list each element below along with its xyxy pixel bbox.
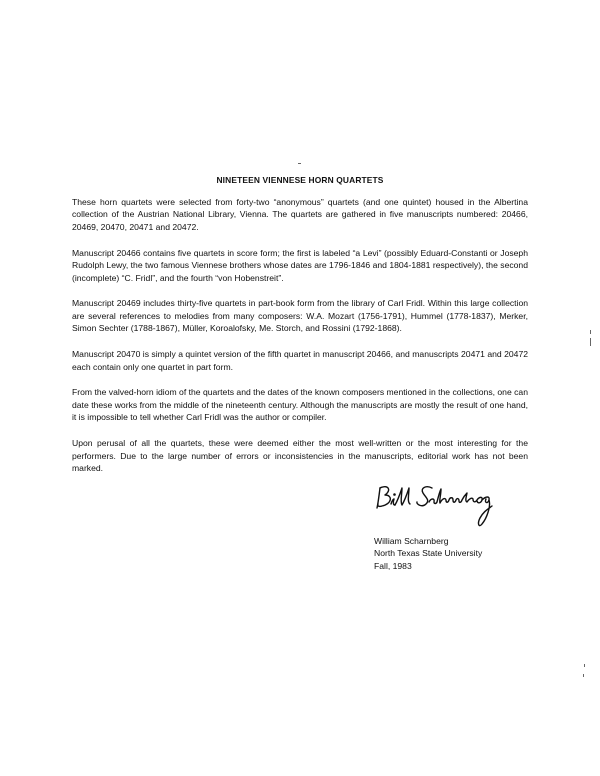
scan-speck [584,664,585,667]
paragraph-manuscript-20470: Manuscript 20470 is simply a quintet version of the fifth quartet in manuscript 20466, and manuscripts 20471 and 20472 each contain only one quartet in part form. [72,349,528,372]
document-title: NINETEEN VIENNESE HORN QUARTETS [216,175,384,185]
handwritten-signature [374,478,504,530]
paragraph-editorial-note: Upon perusal of all the quartets, these were deemed either the most well-written or the most interesting for the performers. Due to the large number of errors or inconsistencies in the manuscripts, editorial work has not been marked. [72,438,528,473]
paragraph-manuscript-20469: Manuscript 20469 includes thirty-five quartets in part-book form from the library of Carl Fridl. Within this large collection are several references to melodies from many composers: W.A. Mozart (1756-1791), Hummel (1778-1837), Merker, Simon Sechter (1788-1867), Müller, Koroalofsky, Me. Storch, and Rossini (1792-1868). [72,298,528,334]
signature-date: Fall, 1983 [374,560,412,571]
paragraph-intro: These horn quartets were selected from forty-two “anonymous” quartets (and one quintet) housed in the Albertina collection of the Austrian National Library, Vienna. The quartets are gathered in five manuscripts numbered: 20466, 20469, 20470, 20471 and 20472. [72,197,528,232]
signature-block [374,535,574,572]
signer-affiliation: North Texas State University [374,548,483,559]
scan-speck [590,338,591,346]
signer-name: William Scharnberg [374,536,449,546]
paragraph-dating: From the valved-horn idiom of the quartets and the dates of the known composers mentioned in the collections, one can date these works from the middle of the nineteenth century. Although the manuscripts are mostly the result of one hand, it is impossible to tell whether Carl Fridl was the author or compiler. [72,387,528,423]
scan-speck [298,163,301,164]
paragraph-manuscript-20466: Manuscript 20466 contains five quartets in score form; the first is labeled “a Levi” (possibly Eduard-Constanti or Joseph Rudolph Lewy, the two famous Viennese brothers whose dates are 1796-1846 and 1804-1881 respectively), the second (incomplete) “C. Fridl”, and the fourth “von Hobenstreit”. [72,247,528,283]
document-body [72,196,528,488]
scan-speck [583,674,584,677]
scan-speck [590,330,591,334]
